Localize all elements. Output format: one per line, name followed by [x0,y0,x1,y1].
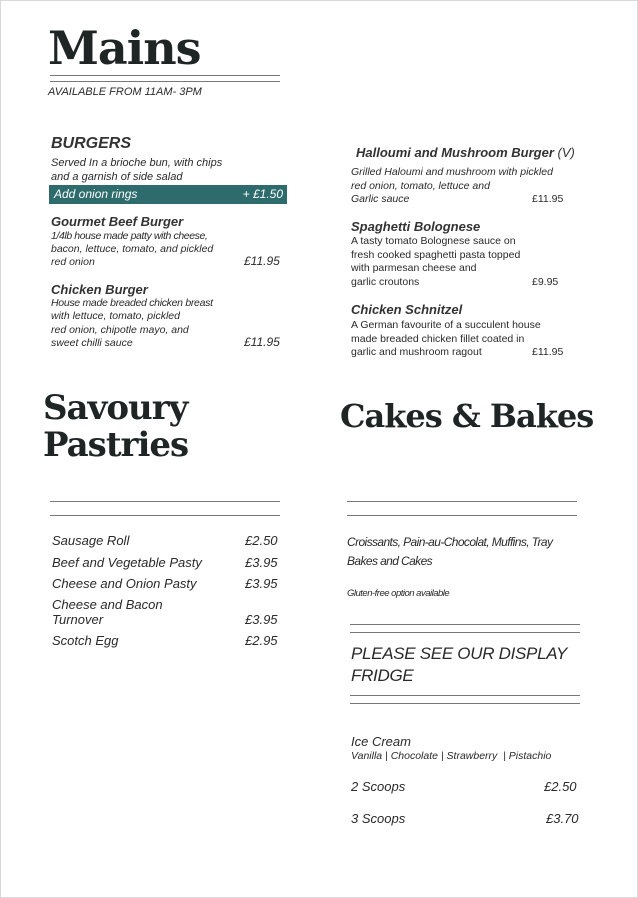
schnitzel-price: £11.95 [532,346,564,358]
gourmet-line3: red onion [51,256,95,268]
mains-rule-top [50,75,280,76]
gourmet-line1: 1/4lb house made patty with cheese, [51,230,208,242]
chicken-line2: with lettuce, tomato, pickled [51,310,180,323]
pastry-item-name-multiline [52,597,163,627]
chicken-line1: House made breaded chicken breast [51,297,213,309]
halloumi-name: Halloumi and Mushroom Burger [356,145,554,160]
pastry-item-name: Beef and Vegetable Pasty [52,555,202,570]
bolognese-line2: fresh cooked spaghetti pasta topped [351,248,521,261]
mains-rule-bottom [50,81,280,82]
chicken-burger-name: Chicken Burger [51,282,148,297]
schnitzel-line1: A German favourite of a succulent house [351,319,541,331]
chicken-line4: sweet chilli sauce [51,336,133,349]
halloumi-line3: Garlic sauce [351,193,410,205]
schnitzel-name: Chicken Schnitzel [351,302,463,317]
burgers-description-line2: and a garnish of side salad [51,171,183,183]
cakes-description [347,533,587,571]
fridge-line2: FRIDGE [351,666,414,685]
pastry-item-price: £2.50 [245,533,278,548]
chicken-burger-description [51,297,251,350]
vegetarian-tag: (V) [557,145,575,160]
burgers-description-line1: Served In a brioche bun, with chips [51,157,223,169]
pastry-item-price: £3.95 [245,555,278,570]
display-fridge-notice [351,643,567,687]
two-scoops-price: £2.50 [544,779,577,794]
fridge-rule-top-1 [350,624,580,625]
two-scoops-label: 2 Scoops [351,779,406,794]
burgers-heading: BURGERS [51,135,132,152]
fridge-line1: PLEASE SEE OUR DISPLAY [351,644,568,663]
cakes-rule-top [347,501,577,502]
halloumi-line1: Grilled Haloumi and mushroom with pickled [351,166,553,178]
cakes-rule-bottom [347,515,577,516]
gourmet-burger-name: Gourmet Beef Burger [51,214,184,229]
gourmet-burger-price: £11.95 [244,254,280,268]
bolognese-line3: with parmesan cheese and [351,262,477,274]
pastry-item-price: £3.95 [245,576,278,591]
pastries-title-line1: Savoury [43,388,188,428]
pastries-title [43,390,188,464]
bolognese-line4: garlic croutons [351,275,420,288]
onion-rings-label: Add onion rings [54,187,138,201]
onion-rings-price: + £1.50 [242,187,283,201]
bolognese-description [351,235,551,289]
mains-title: Mains [48,21,201,75]
fridge-rule-top-2 [350,632,580,633]
fridge-rule-bottom-2 [350,703,580,704]
bolognese-line1: A tasty tomato Bolognese sauce on [351,235,516,247]
pastry-item-name: Sausage Roll [52,533,130,548]
schnitzel-line3: garlic and mushroom ragout [351,346,482,358]
three-scoops-label: 3 Scoops [351,811,406,826]
pastry-item-name-line2: Turnover [52,612,104,627]
pastries-rule-top [50,501,280,502]
bolognese-name: Spaghetti Bolognese [351,219,481,234]
cakes-description-line1: Croissants, Pain-au-Chocolat, Muffins, Tray [347,535,553,549]
ice-cream-name: Ice Cream [351,734,411,749]
onion-rings-addon-bar [49,185,287,204]
burgers-description [51,156,222,184]
pastry-item-price: £2.95 [245,633,278,648]
halloumi-price: £11.95 [532,193,564,205]
chicken-line3: red onion, chipotle mayo, and [51,323,189,336]
pastry-item-name-line1: Cheese and Bacon [52,597,163,612]
halloumi-line2: red onion, tomato, lettuce and [351,179,490,192]
gourmet-line2: bacon, lettuce, tomato, and pickled [51,243,214,255]
three-scoops-price: £3.70 [546,811,579,826]
mains-availability: AVAILABLE FROM 11AM- 3PM [48,86,202,98]
pastry-item-price: £3.95 [245,612,278,627]
bolognese-price: £9.95 [532,276,559,288]
pastries-rule-bottom [50,515,280,516]
chicken-burger-price: £11.95 [244,335,280,349]
gluten-free-note: Gluten-free option available [347,588,450,599]
gourmet-burger-description [51,230,251,269]
pastry-item-name: Cheese and Onion Pasty [52,576,197,591]
schnitzel-line2: made breaded chicken fillet coated in [351,332,525,345]
ice-cream-flavours: Vanilla | Chocolate | Strawberry | Pistachio [351,750,552,762]
cakes-title: Cakes & Bakes [340,397,594,435]
halloumi-title [356,145,575,160]
pastries-title-line2: Pastries [43,425,189,465]
fridge-rule-bottom-1 [350,695,580,696]
pastry-item-name: Scotch Egg [52,633,119,648]
cakes-description-line2: Bakes and Cakes [347,554,433,568]
